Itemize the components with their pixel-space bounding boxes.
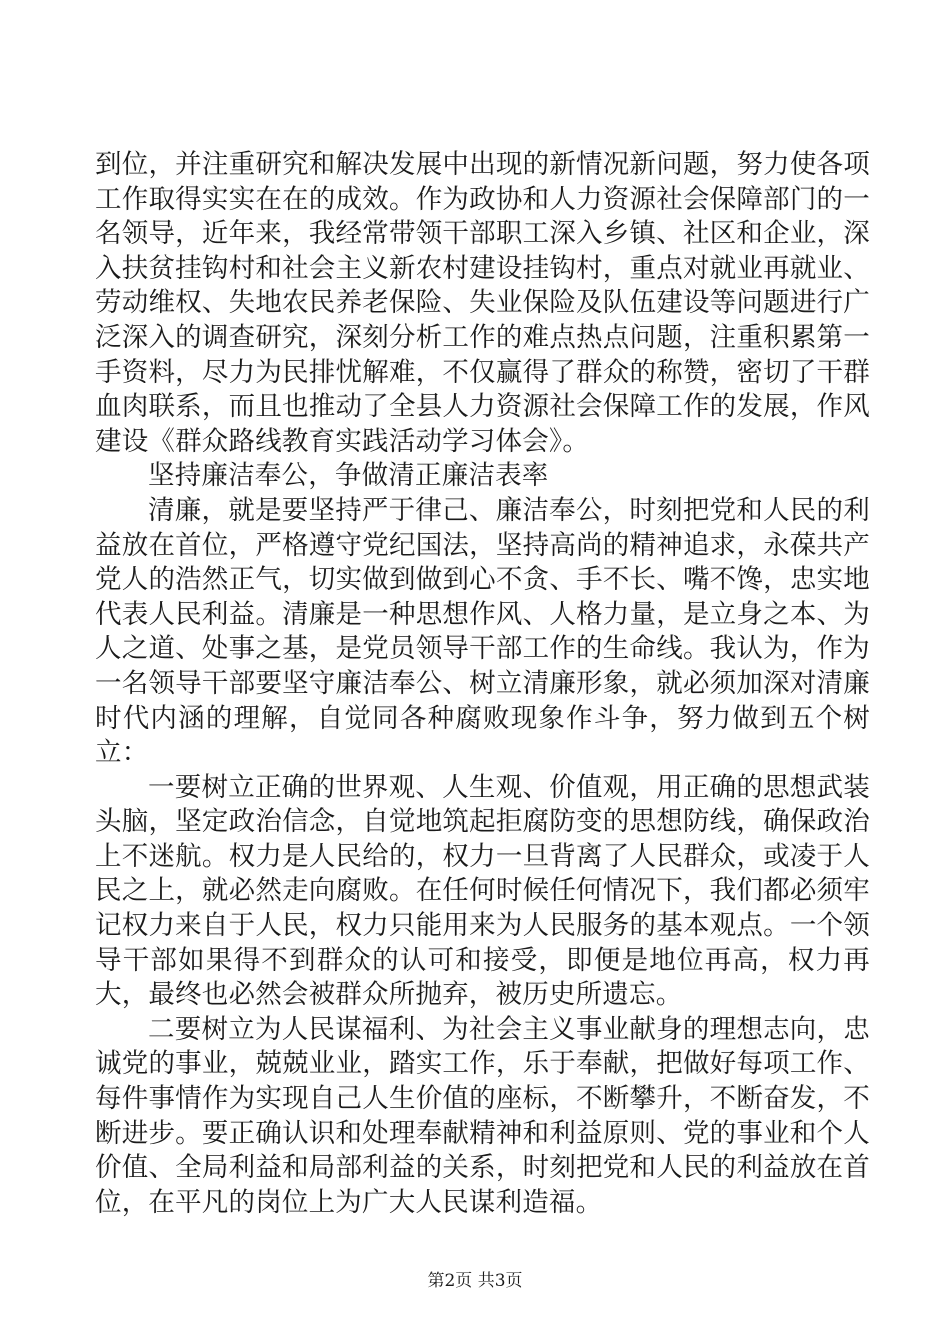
document-body: [95, 148, 870, 1220]
paragraph-3: 一要树立正确的世界观、人生观、价值观，用正确的思想武装头脑，坚定政治信念，自觉地筑起拒腐防变的思想防线，确保政治上不迷航。权力是人民给的，权力一旦背离了人民群众，或凌于人民之上，就必然走向腐败。在任何时候任何情况下，我们都必须牢记权力来自于人民，权力只能用来为人民服务的基本观点。一个领导干部如果得不到群众的认可和接受，即便是地位再高，权力再大，最终也必然会被群众所抛弃，被历史所遗忘。: [95, 771, 870, 1011]
paragraph-2: 清廉，就是要坚持严于律己、廉洁奉公，时刻把党和人民的利益放在首位，严格遵守党纪国法，坚持高尚的精神追求，永葆共产党人的浩然正气，切实做到做到心不贪、手不长、嘴不馋，忠实地代表人民利益。清廉是一种思想作风、人格力量，是立身之本、为人之道、处事之基，是党员领导干部工作的生命线。我认为，作为一名领导干部要坚守廉洁奉公、树立清廉形象，就必须加深对清廉时代内涵的理解，自觉同各种腐败现象作斗争，努力做到五个树立：: [95, 494, 870, 769]
paragraph-1: 到位，并注重研究和解决发展中出现的新情况新问题，努力使各项工作取得实实在在的成效。作为政协和人力资源社会保障部门的一名领导，近年来，我经常带领干部职工深入乡镇、社区和企业，深入扶贫挂钩村和社会主义新农村建设挂钩村，重点对就业再就业、劳动维权、失地农民养老保险、失业保险及队伍建设等问题进行广泛深入的调查研究，深刻分析工作的难点热点问题，注重积累第一手资料，尽力为民排忧解难，不仅赢得了群众的称赞，密切了干群血肉联系，而且也推动了全县人力资源社会保障工作的发展，作风建设《群众路线教育实践活动学习体会》。: [95, 149, 870, 457]
section-heading: 坚持廉洁奉公，争做清正廉洁表率: [148, 460, 549, 492]
page-footer: 第2页 共3页: [427, 1271, 523, 1291]
paragraph-4: 二要树立为人民谋福利、为社会主义事业献身的理想志向，忠诚党的事业，兢兢业业，踏实工作，乐于奉献，把做好每项工作、每件事情作为实现自己人生价值的座标，不断攀升，不断奋发，不断进步。要正确认识和处理奉献精神和利益原则、党的事业和个人价值、全局利益和局部利益的关系，时刻把党和人民的利益放在首位，在平凡的岗位上为广大人民谋利造福。: [95, 1013, 870, 1218]
